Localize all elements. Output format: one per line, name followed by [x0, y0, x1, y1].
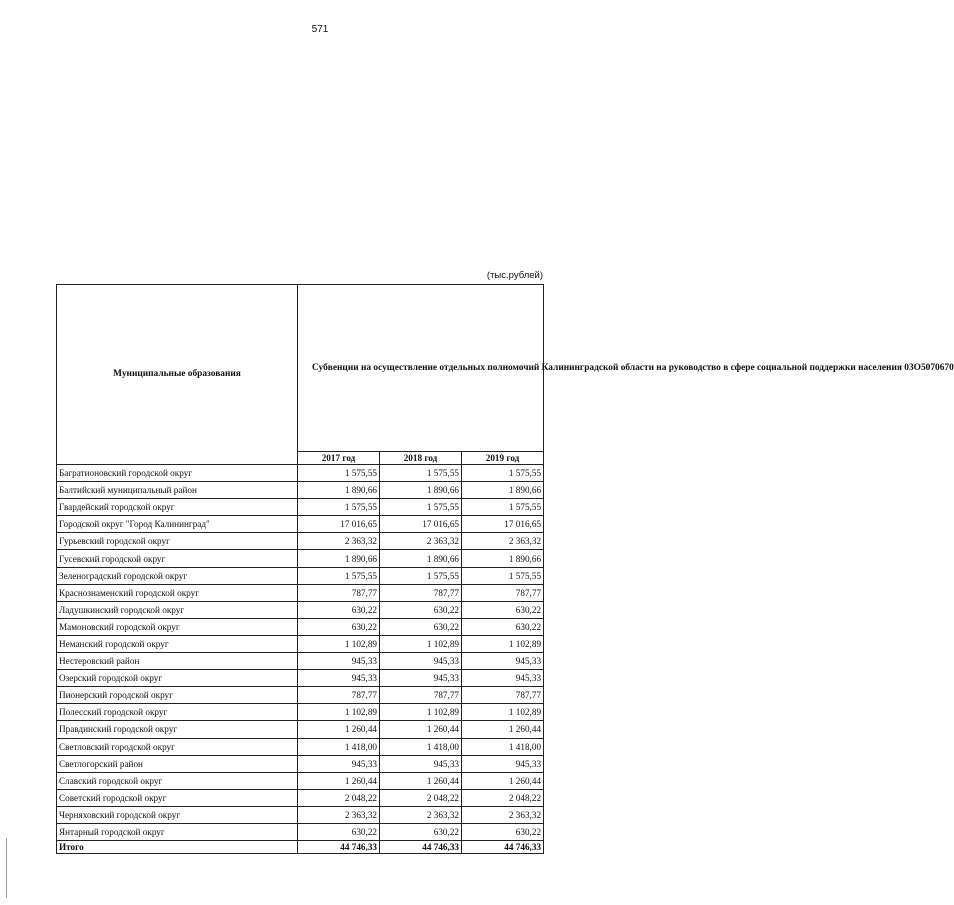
- scan-edge-mark: [6, 838, 7, 898]
- amount-cell: 787,77: [462, 687, 544, 704]
- amount-cell: 1 260,44: [298, 772, 380, 789]
- table-row: [57, 823, 544, 840]
- subvention-group-header: Субвенции на осуществление отдельных полномочий Калининградской области на руководство в сфере социальной поддержки населения 03О5070670: [298, 285, 544, 452]
- municipality-name: Янтарный городской округ: [57, 823, 298, 840]
- table-row: [57, 482, 544, 499]
- amount-cell: 1 890,66: [380, 482, 462, 499]
- amount-cell: 2 048,22: [462, 789, 544, 806]
- amount-cell: 1 102,89: [298, 704, 380, 721]
- amount-cell: 787,77: [380, 687, 462, 704]
- amount-cell: 17 016,65: [462, 516, 544, 533]
- table-row: [57, 516, 544, 533]
- municipality-name: Светлогорский район: [57, 755, 298, 772]
- amount-cell: 630,22: [380, 823, 462, 840]
- municipality-name: Советский городской округ: [57, 789, 298, 806]
- table-row: [57, 618, 544, 635]
- amount-cell: 1 260,44: [298, 721, 380, 738]
- table-header-row: [57, 285, 544, 452]
- amount-cell: 1 418,00: [298, 738, 380, 755]
- amount-cell: 1 575,55: [298, 499, 380, 516]
- table-row: [57, 635, 544, 652]
- amount-cell: 1 102,89: [298, 635, 380, 652]
- amount-cell: 1 260,44: [462, 772, 544, 789]
- municipality-name: Багратионовский городской округ: [57, 465, 298, 482]
- table-row: [57, 772, 544, 789]
- amount-cell: 630,22: [298, 618, 380, 635]
- amount-cell: 2 363,32: [462, 533, 544, 550]
- amount-cell: 945,33: [380, 670, 462, 687]
- amount-cell: 1 575,55: [298, 465, 380, 482]
- amount-cell: 17 016,65: [298, 516, 380, 533]
- amount-cell: 1 575,55: [298, 567, 380, 584]
- table-row: [57, 499, 544, 516]
- amount-cell: 1 260,44: [380, 721, 462, 738]
- amount-cell: 630,22: [462, 823, 544, 840]
- amount-cell: 1 260,44: [462, 721, 544, 738]
- amount-cell: 787,77: [380, 584, 462, 601]
- table-row: [57, 687, 544, 704]
- municipality-column-header: Муниципальные образования: [57, 285, 298, 465]
- subvention-table: [56, 284, 954, 854]
- amount-cell: 2 048,22: [380, 789, 462, 806]
- year-header: 2017 год: [298, 452, 380, 465]
- municipality-name: Городской округ "Город Калининград": [57, 516, 298, 533]
- amount-cell: 787,77: [298, 687, 380, 704]
- municipality-name: Нестеровский район: [57, 653, 298, 670]
- table-row: [57, 755, 544, 772]
- amount-cell: 1 260,44: [380, 772, 462, 789]
- amount-cell: 1 575,55: [462, 465, 544, 482]
- amount-cell: 787,77: [462, 584, 544, 601]
- amount-cell: 1 575,55: [462, 499, 544, 516]
- amount-cell: 630,22: [298, 823, 380, 840]
- amount-cell: 1 575,55: [380, 465, 462, 482]
- municipality-name: Ладушкинский городской округ: [57, 601, 298, 618]
- municipality-name: Гусевский городской округ: [57, 550, 298, 567]
- table-body: [57, 465, 544, 841]
- amount-cell: 945,33: [380, 653, 462, 670]
- page-number: 571: [311, 24, 329, 35]
- total-value: 44 746,33: [380, 841, 462, 854]
- table-row: [57, 704, 544, 721]
- year-header: 2018 год: [380, 452, 462, 465]
- table-row: [57, 670, 544, 687]
- table-row: [57, 653, 544, 670]
- municipality-name: Краснознаменский городской округ: [57, 584, 298, 601]
- municipality-name: Правдинский городской округ: [57, 721, 298, 738]
- table-row: [57, 550, 544, 567]
- municipality-name: Балтийский муниципальный район: [57, 482, 298, 499]
- table-row: [57, 584, 544, 601]
- municipality-name: Неманский городской округ: [57, 635, 298, 652]
- amount-cell: 1 102,89: [462, 704, 544, 721]
- amount-cell: 1 890,66: [380, 550, 462, 567]
- amount-cell: 945,33: [380, 755, 462, 772]
- amount-cell: 1 418,00: [380, 738, 462, 755]
- municipality-name: Полесский городской округ: [57, 704, 298, 721]
- municipality-name: Гвардейский городской округ: [57, 499, 298, 516]
- table-row: [57, 721, 544, 738]
- total-value: 44 746,33: [462, 841, 544, 854]
- municipality-name: Гурьевский городской округ: [57, 533, 298, 550]
- amount-cell: 1 102,89: [462, 635, 544, 652]
- amount-cell: 1 418,00: [462, 738, 544, 755]
- municipality-name: Мамоновский городской округ: [57, 618, 298, 635]
- table-row: [57, 533, 544, 550]
- municipality-name: Черняховский городской округ: [57, 806, 298, 823]
- amount-cell: 945,33: [298, 653, 380, 670]
- amount-cell: 2 363,32: [462, 806, 544, 823]
- year-header: 2019 год: [462, 452, 544, 465]
- amount-cell: 630,22: [462, 601, 544, 618]
- table-row: [57, 806, 544, 823]
- amount-cell: 1 890,66: [462, 482, 544, 499]
- table-row: [57, 738, 544, 755]
- amount-cell: 945,33: [462, 755, 544, 772]
- amount-cell: 2 363,32: [298, 806, 380, 823]
- amount-cell: 630,22: [462, 618, 544, 635]
- table-row: [57, 789, 544, 806]
- amount-cell: 1 890,66: [298, 550, 380, 567]
- amount-cell: 945,33: [298, 755, 380, 772]
- amount-cell: 787,77: [298, 584, 380, 601]
- table-row: [57, 465, 544, 482]
- total-row: [57, 841, 544, 854]
- amount-cell: 630,22: [298, 601, 380, 618]
- municipality-name: Озерский городской округ: [57, 670, 298, 687]
- amount-cell: 1 575,55: [380, 499, 462, 516]
- amount-cell: 1 102,89: [380, 635, 462, 652]
- table-row: [57, 567, 544, 584]
- municipality-name: Славский городской округ: [57, 772, 298, 789]
- amount-cell: 945,33: [298, 670, 380, 687]
- units-label: (тыс.рублей): [486, 270, 543, 281]
- amount-cell: 945,33: [462, 670, 544, 687]
- total-value: 44 746,33: [298, 841, 380, 854]
- municipality-name: Зеленоградский городской округ: [57, 567, 298, 584]
- amount-cell: 1 890,66: [462, 550, 544, 567]
- amount-cell: 945,33: [462, 653, 544, 670]
- amount-cell: 1 890,66: [298, 482, 380, 499]
- amount-cell: 2 363,32: [380, 806, 462, 823]
- amount-cell: 2 363,32: [380, 533, 462, 550]
- municipality-name: Светловский городской округ: [57, 738, 298, 755]
- total-label: Итого: [57, 841, 298, 854]
- amount-cell: 1 102,89: [380, 704, 462, 721]
- municipality-name: Пионерский городской округ: [57, 687, 298, 704]
- amount-cell: 1 575,55: [462, 567, 544, 584]
- amount-cell: 17 016,65: [380, 516, 462, 533]
- amount-cell: 1 575,55: [380, 567, 462, 584]
- amount-cell: 2 048,22: [298, 789, 380, 806]
- amount-cell: 2 363,32: [298, 533, 380, 550]
- amount-cell: 630,22: [380, 601, 462, 618]
- table-row: [57, 601, 544, 618]
- amount-cell: 630,22: [380, 618, 462, 635]
